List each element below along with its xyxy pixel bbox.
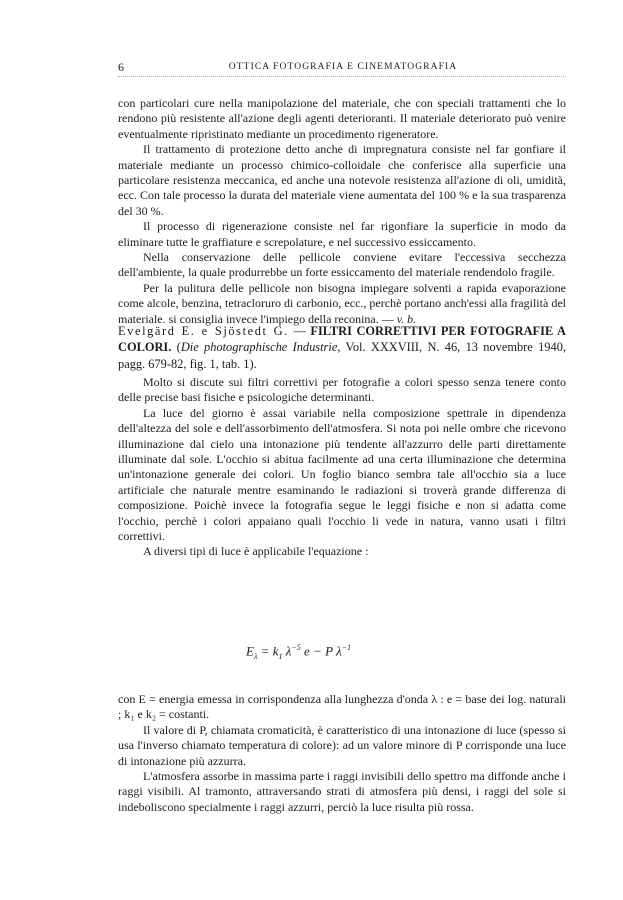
equation-dash: − <box>313 643 322 659</box>
article-2-dash: — <box>293 324 306 338</box>
equation-lhs: E <box>246 643 254 659</box>
article-2-authors: Evelgärd E. e Sjöstedt G. <box>118 324 289 338</box>
equation <box>246 643 351 661</box>
article-1-paragraph-5-text: Per la pulitura delle pellicole non bisogna impiegare solventi a rapida evaporazione come alcole, benzina, tetracloruro di carbonio, ecc., perchè portano anch'essi alla fragilità del materiale. si consiglia invece l'impiego della reconina. — <box>118 280 566 326</box>
journal-title: OTTICA FOTOGRAFIA E CINEMATOGRAFIA <box>228 62 458 72</box>
article-1-paragraph-4: Nella conservazione delle pellicole conviene evitare l'eccessiva secchezza dell'ambiente, la quale produrrebbe un forte essiccamento del materiale rendendolo fragile. <box>118 250 566 280</box>
article-2-details: , Vol. XXXVIII, N. 46, 13 novembre 1940, pagg. 679-82, fig. 1, tab. 1). <box>118 340 566 371</box>
article-2-paragraph-4: con E = energia emessa in corrispondenza alla lunghezza d'onda λ : e = base dei log. naturali ; k₁ e k₂ = costanti. <box>118 692 566 722</box>
article-2-paragraph-6: L'atmosfera assorbe in massima parte i raggi invisibili dello spettro ma diffonde anche i raggi visibili. Al tramonto, attraversando strati di atmosfera più densi, i raggi del sole si indeboliscono specialmente i raggi azzurri, perciò la luce risulta più rossa. <box>118 769 566 814</box>
equation-k: k <box>272 643 279 659</box>
equation-lambda-1: λ <box>285 643 292 659</box>
article-2-paragraph-1: Molto si discute sui filtri correttivi per fotografie a colori spesso senza tenere conto delle precise basi fisiche e psicologiche determinanti. <box>118 375 566 405</box>
article-1-signature: v. b. <box>396 311 417 326</box>
article-1-paragraph-1: con particolari cure nella manipolazione del materiale, che con speciali trattamenti che lo rendono più resistente all'azione degli agenti deterioranti. Il materiale deteriorato può venire eventualmente ripristinato mediante un procedimento rigeneratore. <box>118 96 566 141</box>
article-2-paragraph-5: Il valore di P, chiamata cromaticità, è caratteristico di una intonazione di luce (spesso si usa l'inverso chiamato temperatura di colore): ad un valore minore di P corrisponde una luce di intonazione più azzurra. <box>118 722 566 768</box>
header-divider <box>118 76 566 77</box>
article-2-paragraph-2: La luce del giorno è assai variabile nella composizione spettrale in dipendenza dell'altezza del sole e dell'assorbimento dell'atmosfera. Si nota poi nelle ombre che ricevono illuminazione dal cielo una intonazione più tendente all'azzurro delle parti direttamente illuminate dal sole. L'occhio si abitua facilmente ad una certa illuminazione che determina un'intonazione generale dei colori. Un foglio bianco sembra tale all'occhio sia a luce artificiale che naturale mentre esaminando le radiazioni si troverà grande differenza di composizione. Poichè invece la fotografia segue le leggi fisiche e non si adatta come l'occhio, perchè i colori appaiano quali l'occhio li vede in natura, vanno usati i filtri correttivi. <box>118 405 566 544</box>
equation-p: P <box>325 643 333 659</box>
article-2-title: FILTRI CORRETTIVI PER FOTOGRAFIE A COLORI. <box>118 324 566 355</box>
equation-exponent-2: −1 <box>341 643 352 652</box>
article-2-citation <box>118 323 566 372</box>
equation-equals: = <box>260 643 270 659</box>
equation-k-subscript: 1 <box>278 651 283 661</box>
article-1-paragraph-5 <box>118 281 566 327</box>
equation-e: e <box>304 643 310 659</box>
article-2-body-continued <box>118 692 566 815</box>
equation-lhs-subscript: λ <box>253 651 258 661</box>
article-1-body <box>118 96 566 327</box>
page-number: 6 <box>118 60 124 74</box>
article-2-open-paren: ( <box>176 340 181 355</box>
article-2-journal: Die photographische Industrie <box>180 340 338 355</box>
running-head <box>118 60 504 76</box>
article-2-paragraph-3: A diversi tipi di luce è applicabile l'equazione : <box>143 544 369 559</box>
article-1-paragraph-2: Il trattamento di protezione detto anche di impregnatura consiste nel far gonfiare il materiale mediante un processo chimico-colloidale che conferisce alla superficie una particolare resistenza meccanica, ed anche una notevole resistenza all'azione di oli, umidità, ecc. Con tale processo la durata del materiale viene aumentata del 100 % e la sua trasparenza del 30 %. <box>118 142 566 218</box>
equation-lambda-2: λ <box>336 643 342 659</box>
equation-exponent-1: −5 <box>291 643 301 652</box>
article-1-paragraph-3: Il processo di rigenerazione consiste nel far rigonfiare la superficie in modo da eliminare tutte le graffiature e screpolature, e nel successivo essiccamento. <box>118 219 566 249</box>
article-2-body <box>118 375 566 560</box>
